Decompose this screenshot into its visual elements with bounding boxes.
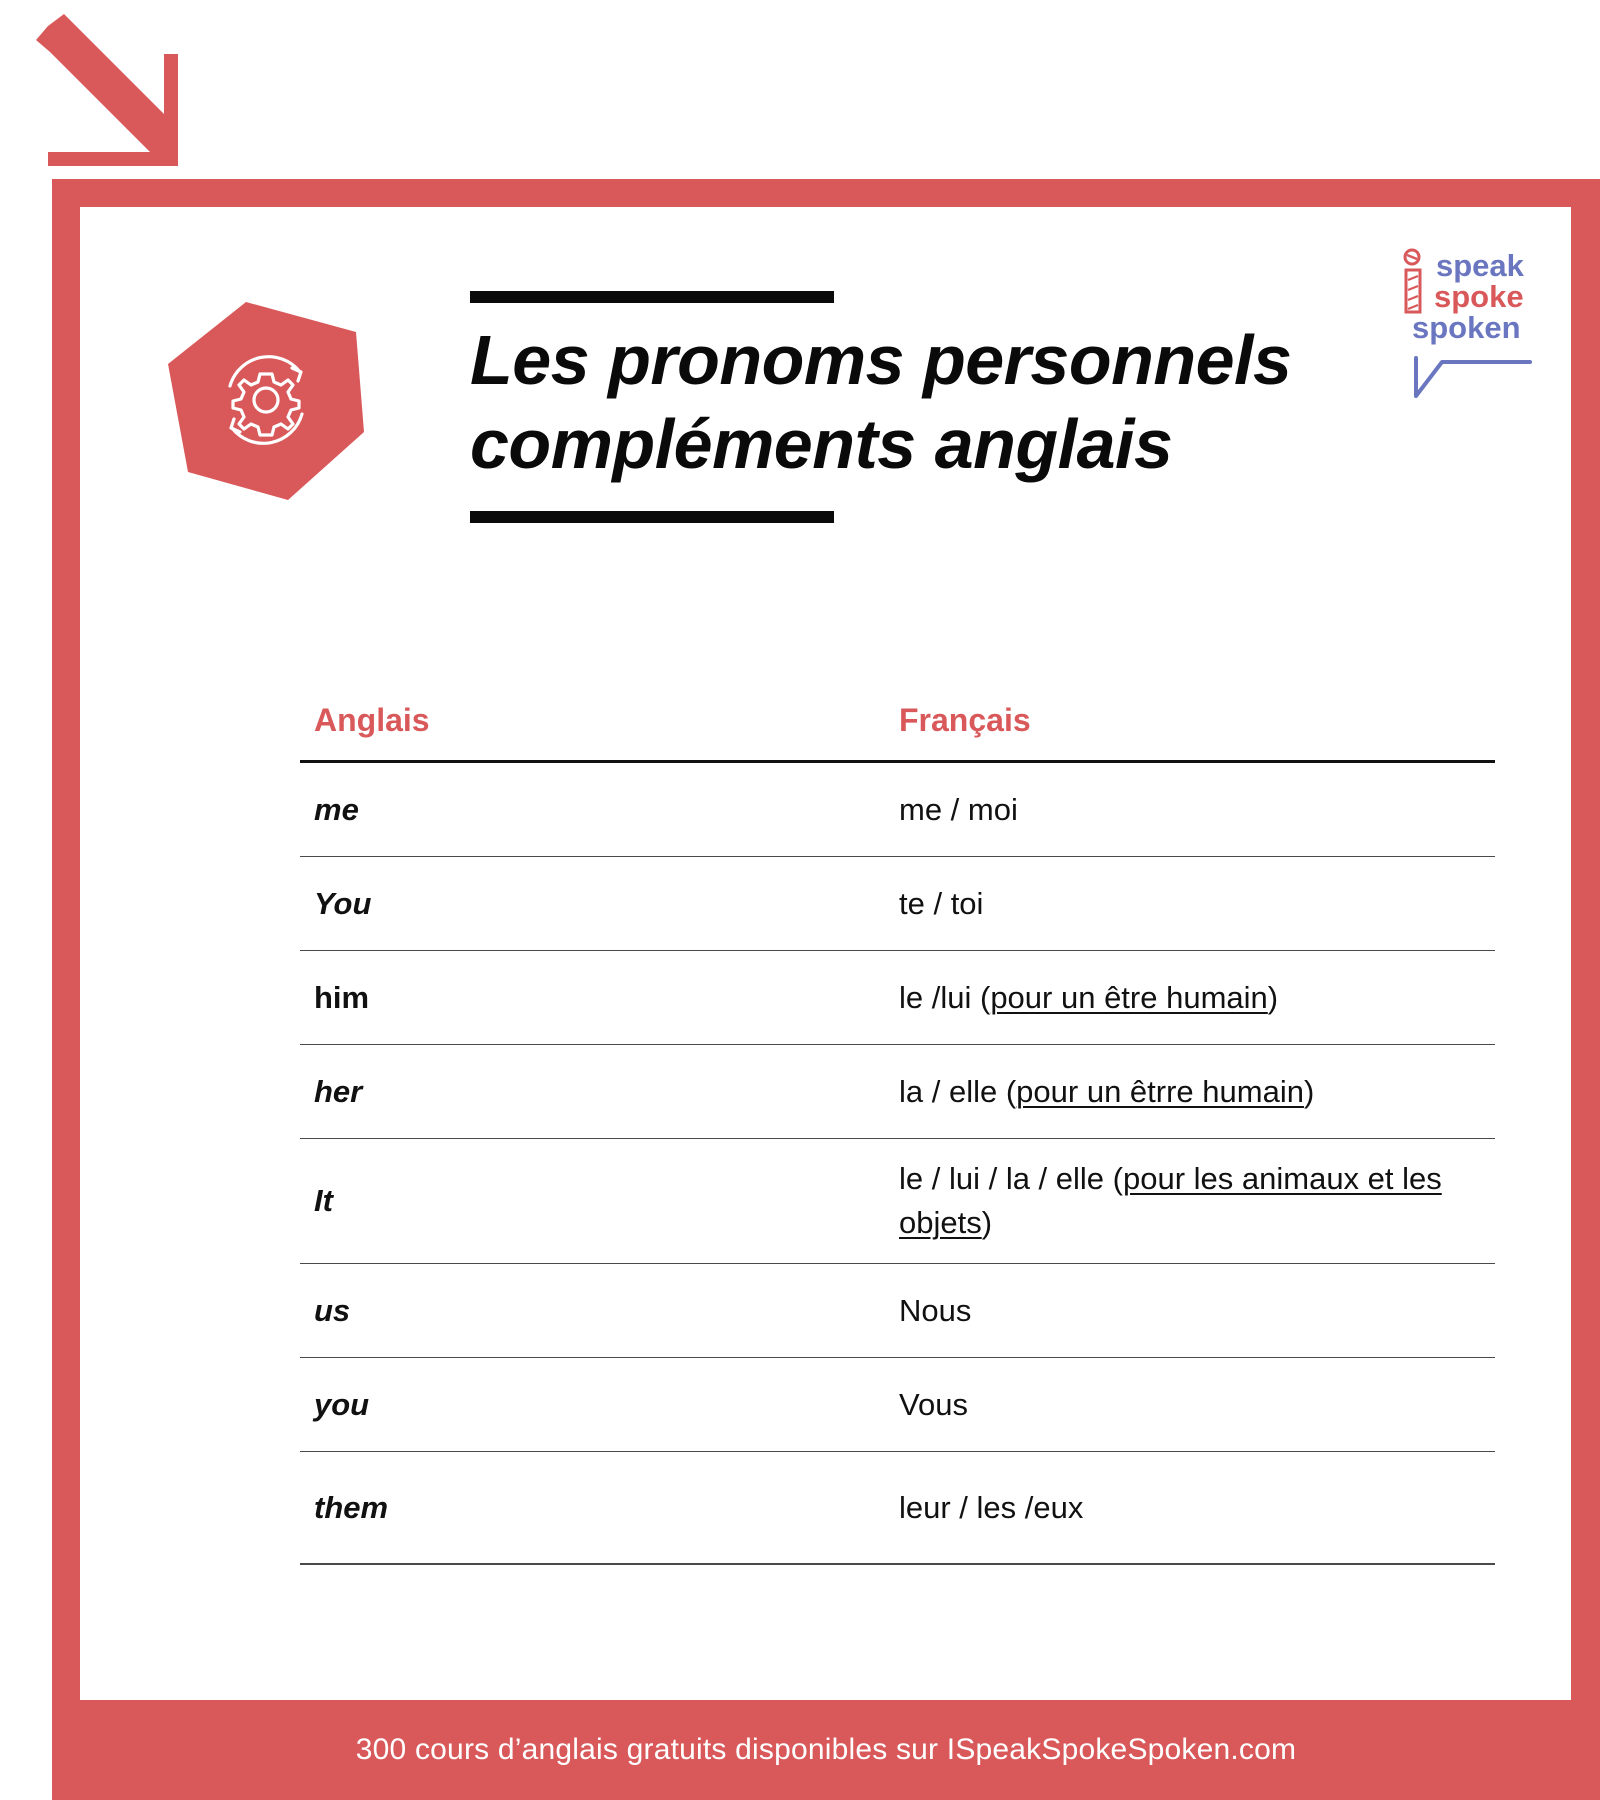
- french-text: le / lui / la / elle (: [899, 1161, 1123, 1196]
- english-cell: you: [314, 1386, 370, 1422]
- page-title: [470, 318, 1370, 486]
- french-text: la / elle (: [899, 1073, 1017, 1109]
- header-anglais: Anglais: [314, 701, 430, 738]
- english-cell: me: [314, 791, 359, 827]
- english-cell: her: [314, 1073, 363, 1109]
- footer-text: 300 cours d’anglais gratuits disponibles sur ISpeakSpokeSpoken.com: [355, 1733, 1297, 1766]
- gear-refresh-icon: [168, 302, 364, 500]
- table-row: [300, 951, 1495, 1045]
- french-text: le /lui (: [899, 979, 991, 1015]
- usage-note: pour les animaux et les objets: [899, 1161, 1442, 1240]
- table-row: [300, 857, 1495, 951]
- table-row: [300, 763, 1495, 857]
- arrow-down-right-icon: [22, 14, 178, 166]
- english-cell: It: [314, 1183, 333, 1218]
- usage-note: pour un êtrre humain: [1016, 1073, 1304, 1109]
- english-cell: him: [314, 979, 370, 1015]
- french-cell: [899, 1157, 1495, 1245]
- title-line-2: compléments anglais: [470, 405, 1173, 483]
- french-cell: [899, 788, 1495, 832]
- title-line-1: Les pronoms personnels: [470, 321, 1292, 399]
- french-cell: [899, 1070, 1495, 1114]
- french-cell: [899, 1486, 1495, 1530]
- table-row: [300, 1452, 1495, 1565]
- pronoun-table: [300, 680, 1495, 1565]
- french-cell: [899, 882, 1495, 926]
- table-row: [300, 1139, 1495, 1264]
- note-close: ): [1303, 1073, 1315, 1109]
- header-francais: Français: [899, 702, 1031, 738]
- footer: [52, 1700, 1600, 1800]
- usage-note: pour un être humain: [990, 979, 1268, 1015]
- french-cell: [899, 976, 1495, 1020]
- french-text: me / moi: [899, 791, 1018, 827]
- table-row: [300, 1045, 1495, 1139]
- title-rule-bottom: [470, 511, 834, 523]
- french-cell: [899, 1383, 1495, 1427]
- french-text: Vous: [899, 1386, 968, 1422]
- english-cell: You: [314, 885, 372, 921]
- note-close: ): [1267, 979, 1279, 1015]
- title-rule-top: [470, 291, 834, 303]
- note-close: ): [981, 1205, 993, 1240]
- french-text: te / toi: [899, 885, 984, 921]
- french-text: Nous: [899, 1292, 972, 1328]
- english-cell: us: [314, 1292, 351, 1328]
- logo-word-speak: speak: [1436, 248, 1524, 283]
- logo-word-spoken: spoken: [1412, 310, 1521, 345]
- logo-word-spoke: spoke: [1434, 279, 1524, 314]
- brand-logo: [1400, 246, 1536, 402]
- french-cell: [899, 1289, 1495, 1333]
- table-row: [300, 1358, 1495, 1452]
- french-text: leur / les /eux: [899, 1489, 1084, 1525]
- table-row: [300, 1264, 1495, 1358]
- english-cell: them: [314, 1489, 389, 1525]
- table-header: [300, 680, 1495, 763]
